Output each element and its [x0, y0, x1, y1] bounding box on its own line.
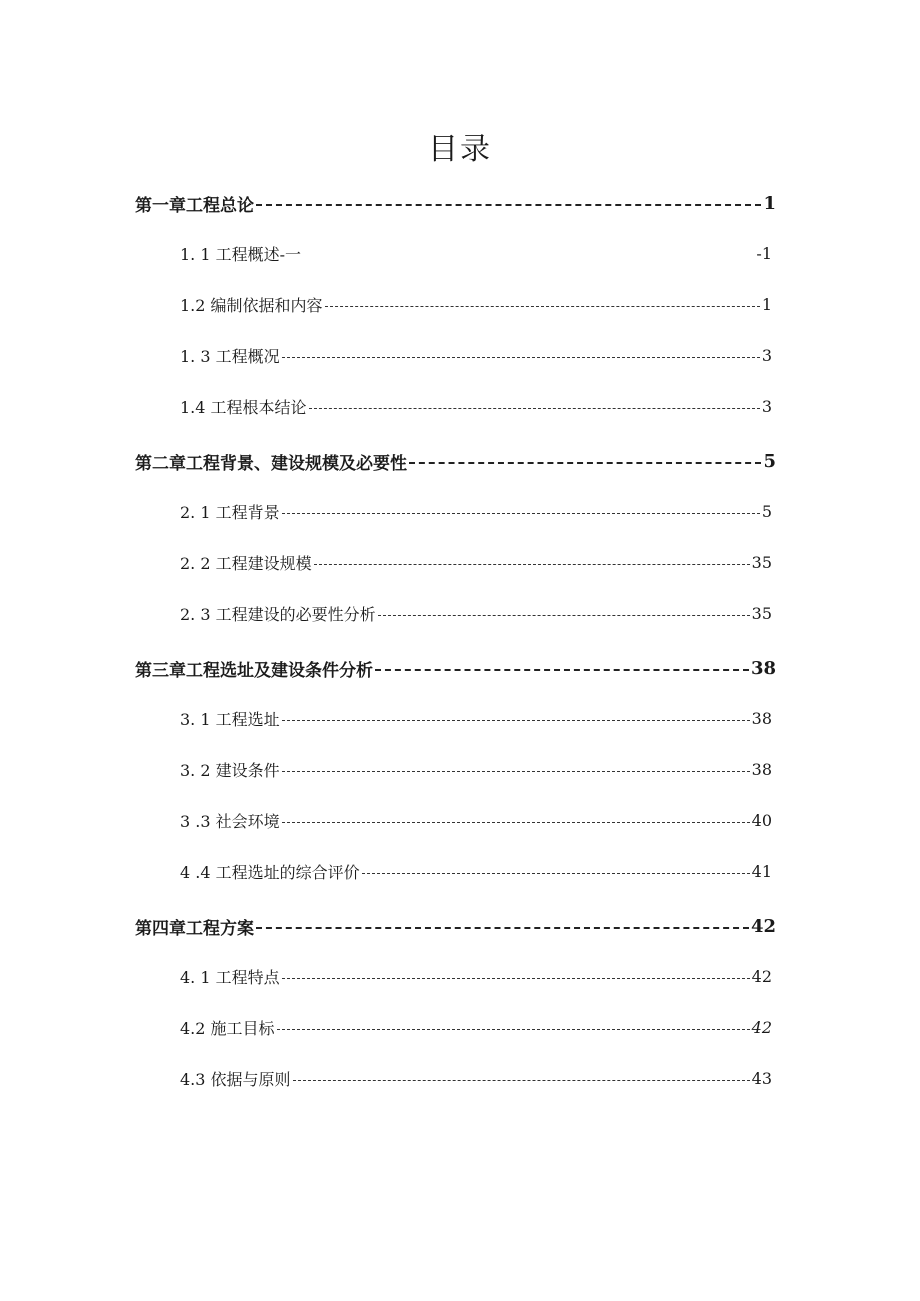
toc-page-number: 5 — [761, 501, 772, 521]
toc-section-entry[interactable] — [180, 856, 772, 886]
toc-chapter-entry[interactable] — [135, 188, 776, 218]
toc-section-entry[interactable] — [180, 961, 772, 991]
dot-leader — [282, 771, 750, 772]
dot-leader — [309, 408, 760, 409]
toc-entry-label: 2. 3 工程建设的必要性分析 — [180, 604, 376, 624]
toc-entry-label: 4.2 施工目标 — [180, 1018, 275, 1038]
toc-section-entry[interactable] — [180, 598, 772, 628]
toc-section-entry[interactable] — [180, 340, 772, 370]
toc-page-number: 40 — [751, 810, 772, 830]
toc-chapter-entry[interactable] — [135, 653, 776, 683]
toc-page-number: 42 — [750, 915, 776, 937]
toc-entry-label: 第三章工程选址及建设条件分析 — [135, 660, 373, 681]
page-title: 目录 — [428, 132, 492, 167]
dot-leader — [409, 462, 761, 464]
toc-entry-label: 4 .4 工程选址的综合评价 — [180, 862, 360, 882]
toc-page-number: 5 — [763, 450, 776, 472]
toc-entry-label: 1. 1 工程概述-一 — [180, 244, 302, 264]
dot-leader — [277, 1029, 750, 1030]
toc-entry-label: 第一章工程总论 — [135, 195, 254, 216]
toc-page-number: 35 — [751, 603, 772, 623]
dot-leader — [282, 357, 760, 358]
toc-section-entry[interactable] — [180, 1012, 772, 1042]
toc-entry-label: 1.4 工程根本结论 — [180, 397, 307, 417]
toc-entry-label: 3 .3 社会环境 — [180, 811, 280, 831]
dot-leader — [282, 822, 750, 823]
toc-entry-label: 1. 3 工程概况 — [180, 346, 280, 366]
toc-page-number: 38 — [750, 657, 776, 679]
toc-entry-label: 3. 2 建设条件 — [180, 760, 280, 780]
dot-leader — [293, 1080, 750, 1081]
dot-leader — [362, 873, 750, 874]
toc-page-number: 38 — [751, 759, 772, 779]
dot-leader — [282, 978, 750, 979]
dot-leader — [256, 927, 749, 929]
toc-section-entry[interactable] — [180, 289, 772, 319]
toc-page-number: 35 — [751, 552, 772, 572]
toc-section-entry[interactable] — [180, 805, 772, 835]
toc-entry-label: 4. 1 工程特点 — [180, 967, 280, 987]
toc-entry-label: 3. 1 工程选址 — [180, 709, 280, 729]
toc-entry-label: 2. 1 工程背景 — [180, 502, 280, 522]
toc-page-number: 43 — [751, 1068, 772, 1088]
toc-page-number: 3 — [761, 396, 772, 416]
toc-chapter-entry[interactable] — [135, 446, 776, 476]
toc-page-number: 1 — [761, 294, 772, 314]
dot-leader — [375, 669, 749, 671]
toc-page-number: -1 — [756, 243, 772, 263]
dot-leader — [282, 513, 760, 514]
toc-page-number: 1 — [763, 192, 776, 214]
toc-page-number: 42 — [751, 1017, 772, 1037]
toc-page-number: 3 — [761, 345, 772, 365]
toc-page-number: 41 — [751, 861, 772, 881]
dot-leader — [325, 306, 760, 307]
toc-entry-label: 第四章工程方案 — [135, 918, 254, 939]
toc-section-entry[interactable] — [180, 1063, 772, 1093]
toc-entry-label: 4.3 依据与原则 — [180, 1069, 291, 1089]
dot-leader — [378, 615, 750, 616]
toc-entry-label: 2. 2 工程建设规模 — [180, 553, 312, 573]
toc-section-entry[interactable] — [180, 238, 772, 268]
toc-section-entry[interactable] — [180, 391, 772, 421]
toc-entry-label: 第二章工程背景、建设规模及必要性 — [135, 453, 407, 474]
toc-page-number: 38 — [751, 708, 772, 728]
dot-leader — [256, 204, 761, 206]
dot-leader — [282, 720, 750, 721]
toc-section-entry[interactable] — [180, 703, 772, 733]
toc-entry-label: 1.2 编制依据和内容 — [180, 295, 323, 315]
dot-leader — [314, 564, 750, 565]
toc-section-entry[interactable] — [180, 547, 772, 577]
toc-chapter-entry[interactable] — [135, 911, 776, 941]
toc-section-entry[interactable] — [180, 496, 772, 526]
toc-page-number: 42 — [751, 966, 772, 986]
toc-section-entry[interactable] — [180, 754, 772, 784]
